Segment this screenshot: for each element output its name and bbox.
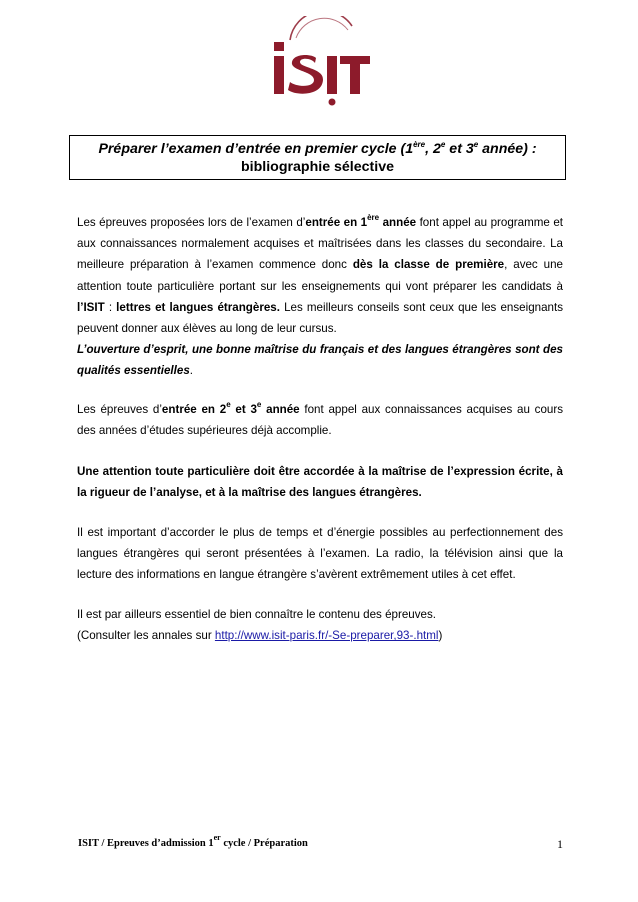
title-text: Préparer l’examen d’entrée en premier cycle (1 bbox=[98, 141, 414, 157]
isit-logo-graphic bbox=[268, 16, 372, 108]
text: : bbox=[104, 300, 117, 314]
text-bold-italic: L’ouverture d’esprit, une bonne maîtrise du français et des langues étrangères sont des qualités essentielles bbox=[77, 343, 563, 378]
text-bold: dès la classe de première bbox=[352, 258, 505, 272]
annales-link[interactable]: http://www.isit-paris.fr/-Se-preparer,93-.html bbox=[214, 629, 439, 643]
text-bold: entrée en 2 bbox=[161, 403, 227, 416]
text-sup: e bbox=[226, 400, 231, 409]
title-line-2: bibliographie sélective bbox=[241, 159, 394, 175]
text: (Consulter les annales sur bbox=[77, 629, 215, 643]
footer-text: cycle / Préparation bbox=[220, 838, 308, 849]
text: font appel aux connaissances acquises au cours des années d’études supérieures déjà accomplie. bbox=[77, 403, 563, 438]
title-sup: e bbox=[473, 140, 479, 149]
title-text: , 2 bbox=[425, 141, 441, 157]
title-line-1 bbox=[98, 141, 536, 157]
title-sup: e bbox=[440, 140, 446, 149]
footer-sup: er bbox=[213, 833, 221, 842]
text-bold: Une attention toute particulière doit être accordée à la maîtrise de l’expression écrite, à la rigueur de l’analyse, et à la maîtrise des langues étrangères. bbox=[77, 465, 563, 500]
paragraph-annales bbox=[77, 604, 563, 646]
title-sup: ère bbox=[413, 140, 426, 149]
page-footer bbox=[78, 833, 562, 849]
isit-logo bbox=[268, 16, 372, 108]
page-number: 1 bbox=[557, 837, 563, 851]
text: Les épreuves d’ bbox=[77, 403, 162, 416]
paragraph-upper-years bbox=[77, 399, 563, 441]
document-title-box bbox=[69, 135, 566, 180]
paragraph-intro bbox=[77, 212, 563, 382]
text: . bbox=[189, 364, 194, 378]
text: , avec une attention toute particulière portant sur les enseignements qui vont préparer les candidats à bbox=[77, 258, 563, 293]
text: ) bbox=[438, 629, 443, 643]
title-text: et 3 bbox=[445, 141, 474, 157]
text-bold: lettres et langues étrangères. bbox=[116, 300, 280, 314]
text-sup: ère bbox=[367, 213, 380, 222]
text: font appel au programme et aux connaissances normalement acquises et maîtrisées dans les classes du secondaire. La meilleure préparation à l’examen commence donc bbox=[77, 216, 564, 272]
text: Les épreuves proposées lors de l’examen d’ bbox=[77, 216, 306, 229]
text-bold: l’ISIT bbox=[77, 300, 105, 314]
text-bold: entrée en 1 bbox=[305, 216, 368, 229]
text-bold: année bbox=[379, 216, 417, 229]
paragraph-attention bbox=[77, 461, 563, 503]
paragraph-languages bbox=[77, 522, 563, 586]
text: Il est par ailleurs essentiel de bien connaître le contenu des épreuves. bbox=[77, 608, 436, 621]
text: Les meilleurs conseils sont ceux que les enseignants peuvent donner aux élèves au long de leur cursus. bbox=[77, 300, 563, 336]
text-bold: année bbox=[261, 403, 300, 416]
footer-text: ISIT / Epreuves d’admission 1 bbox=[78, 838, 214, 849]
text-bold: et 3 bbox=[230, 403, 257, 416]
text: Il est important d’accorder le plus de temps et d’énergie possibles au perfectionnement des langues étrangères qui seront présentées à l’examen. La radio, la télévision ainsi que la lecture des informations en langue étrangère s’avèrent extrêmement utiles à cet effet. bbox=[77, 526, 563, 582]
title-text: année) : bbox=[478, 141, 537, 157]
text-sup: e bbox=[256, 400, 262, 409]
